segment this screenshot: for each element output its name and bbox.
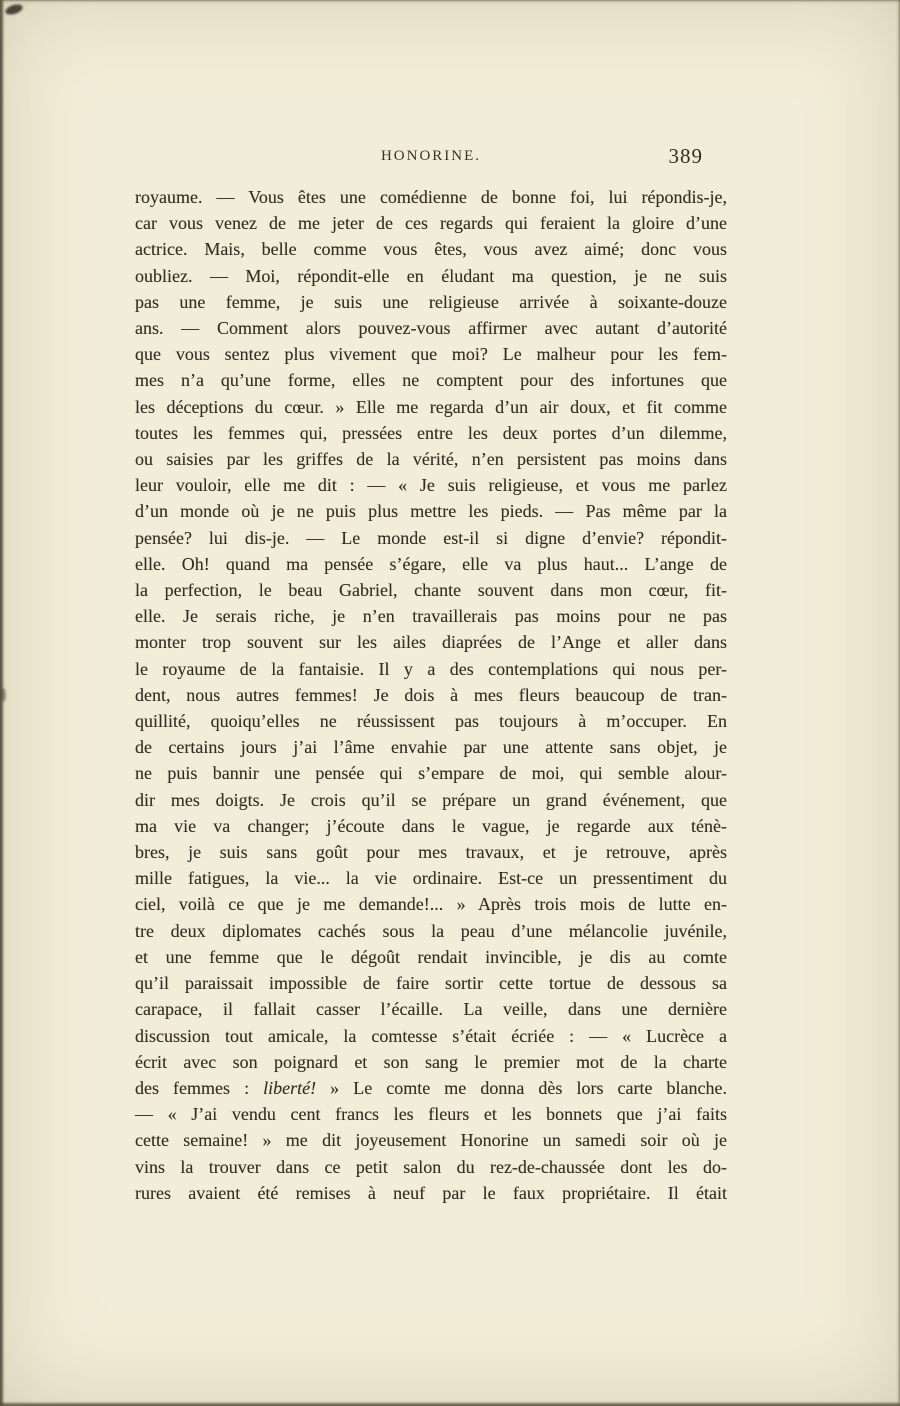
- text-line: elle. Oh! quand ma pensée s’égare, elle va plus haut... L’ange de: [135, 553, 727, 574]
- page-number: 389: [668, 144, 703, 168]
- text-line: carapace, il fallait casser l’écaille. La veille, dans une dernière: [135, 999, 727, 1020]
- scan-artifact-left-edge: [1, 688, 6, 702]
- text-line: bres, je suis sans goût pour mes travaux, et je retrouve, après: [135, 842, 727, 863]
- page-header: [135, 144, 727, 172]
- text-line: ne puis bannir une pensée qui s’empare de moi, qui semble alour-: [135, 763, 727, 784]
- text-line: elle. Je serais riche, je n’en travaillerais pas moins pour ne pas: [135, 606, 727, 627]
- text-line: leur vouloir, elle me dit : — « Je suis religieuse, et vous me parlez: [135, 475, 727, 496]
- text-line: le royaume de la fantaisie. Il y a des contemplations qui nous per-: [135, 658, 727, 679]
- text-line: rures avaient été remises à neuf par le faux propriétaire. Il était: [135, 1182, 727, 1203]
- text-line: mes n’a qu’une forme, elles ne comptent pour des infortunes que: [135, 370, 727, 391]
- text-line: ma vie va changer; j’écoute dans le vague, je regarde aux ténè-: [135, 815, 727, 836]
- text-line: des femmes : liberté! » Le comte me donna dès lors carte blanche.: [135, 1077, 727, 1098]
- text-line: la perfection, le beau Gabriel, chante souvent dans mon cœur, fit-: [135, 580, 727, 601]
- text-line: — « J’ai vendu cent francs les fleurs et les bonnets que j’ai faits: [135, 1104, 727, 1125]
- text-block: [135, 184, 727, 1206]
- text-line: d’un monde où je ne puis plus mettre les pieds. — Pas même par la: [135, 501, 727, 522]
- text-line: dir mes doigts. Je crois qu’il se prépare un grand événement, que: [135, 789, 727, 810]
- text-line: qu’il paraissait impossible de faire sortir cette tortue de dessous sa: [135, 973, 727, 994]
- text-line: ciel, voilà ce que je me demande!... » Après trois mois de lutte en-: [135, 894, 727, 915]
- text-line: quillité, quoiqu’elles ne réussissent pas toujours à m’occuper. En: [135, 711, 727, 732]
- scan-artifact-top-left: [4, 2, 24, 16]
- text-line: dent, nous autres femmes! Je dois à mes fleurs beaucoup de tran-: [135, 684, 727, 705]
- text-line: que vous sentez plus vivement que moi? Le malheur pour les fem-: [135, 344, 727, 365]
- text-line: actrice. Mais, belle comme vous êtes, vous avez aimé; donc vous: [135, 239, 727, 260]
- text-line: pas une femme, je suis une religieuse arrivée à soixante-douze: [135, 291, 727, 312]
- text-line: ans. — Comment alors pouvez-vous affirmer avec autant d’autorité: [135, 318, 727, 339]
- text-line: cette semaine! » me dit joyeusement Honorine un samedi soir où je: [135, 1130, 727, 1151]
- text-line: monter trop souvent sur les ailes diaprées de l’Ange et aller dans: [135, 632, 727, 653]
- text-line: vins la trouver dans ce petit salon du rez-de-chaussée dont les do-: [135, 1156, 727, 1177]
- text-line: les déceptions du cœur. » Elle me regarda d’un air doux, et fit comme: [135, 396, 727, 417]
- text-line: de certains jours j’ai l’âme envahie par une attente sans objet, je: [135, 737, 727, 758]
- text-line: car vous venez de me jeter de ces regards qui feraient la gloire d’une: [135, 213, 727, 234]
- text-line: écrit avec son poignard et son sang le premier mot de la charte: [135, 1051, 727, 1072]
- text-line: oubliez. — Moi, répondit-elle en éludant ma question, je ne suis: [135, 265, 727, 286]
- text-line: pensée? lui dis-je. — Le monde est-il si digne d’envie? répondit-: [135, 527, 727, 548]
- text-line: tre deux diplomates cachés sous la peau d’une mélancolie juvénile,: [135, 920, 727, 941]
- text-line: royaume. — Vous êtes une comédienne de bonne foi, lui répondis-je,: [135, 187, 727, 207]
- text-line: discussion tout amicale, la comtesse s’était écriée : — « Lucrèce a: [135, 1025, 727, 1046]
- text-line: ou saisies par les griffes de la vérité, n’en persistent pas moins dans: [135, 449, 727, 470]
- text-line: et une femme que le dégoût rendait invincible, je dis au comte: [135, 946, 727, 967]
- running-title: HONORINE.: [380, 148, 482, 164]
- text-line: mille fatigues, la vie... la vie ordinaire. Est-ce un pressentiment du: [135, 868, 727, 889]
- text-line: toutes les femmes qui, pressées entre les deux portes d’un dilemme,: [135, 422, 727, 443]
